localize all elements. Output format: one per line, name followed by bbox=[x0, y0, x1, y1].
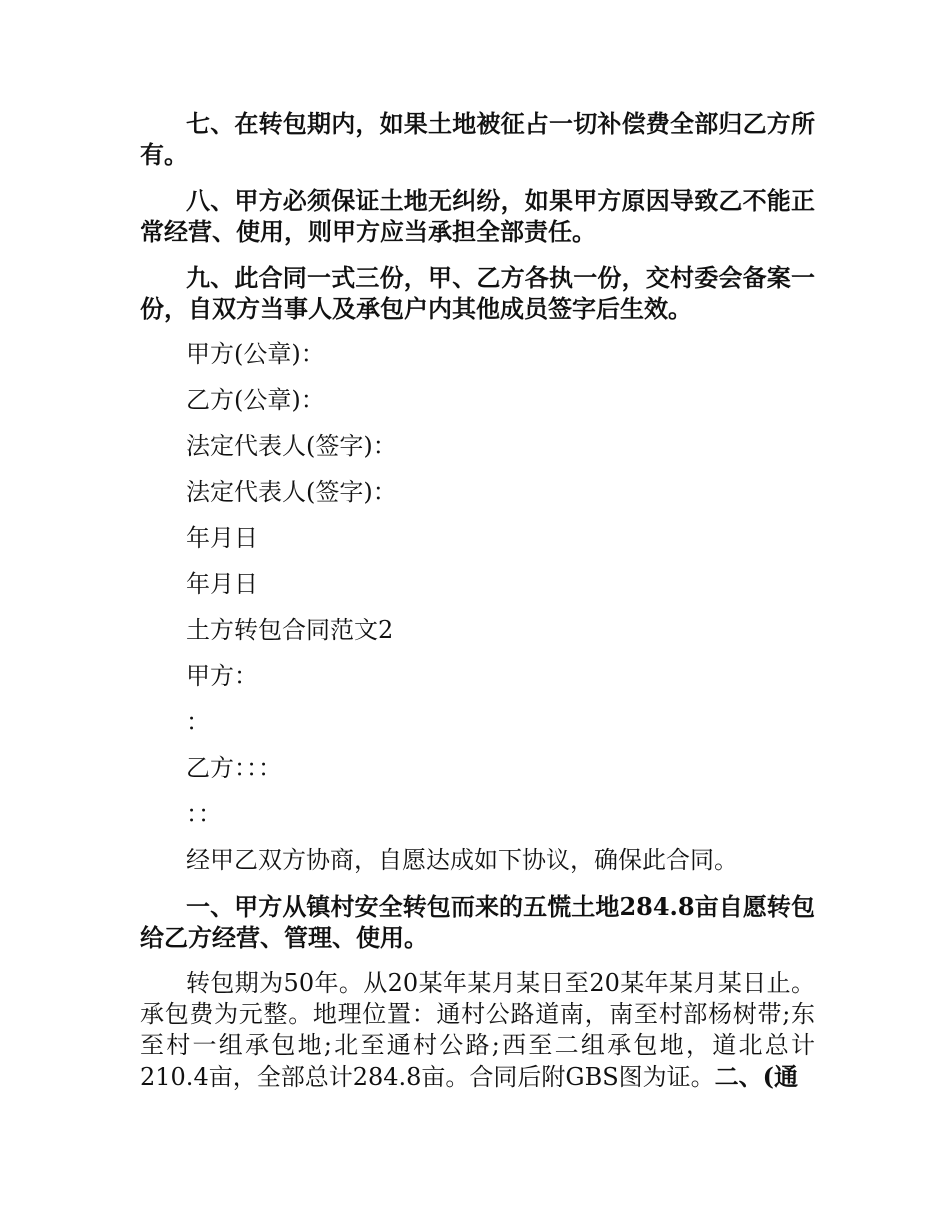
term-text: 转包期为50年。从20某年某月某日至20某年某月某日止。承包费为元整。地理位置：通村公路道南，南至村部杨树带;东至村一组承包地;北至通村公路;西至二组承包地，道北总计210.4亩，全部总计284.8亩。合同后附GBS图为证。 bbox=[140, 969, 815, 1091]
party-a-seal-line: 甲方(公章)： bbox=[186, 340, 325, 368]
legal-rep-b-line: 法定代表人(签字)： bbox=[186, 478, 397, 506]
colon-line: ： bbox=[186, 708, 210, 736]
clause-9: 九、此合同一式三份，甲、乙方各执一份，交村委会备案一份，自双方当事人及承包户内其他成员签字后生效。 bbox=[140, 263, 815, 323]
legal-rep-a-line: 法定代表人(签字)： bbox=[186, 432, 397, 460]
date-b-line: 年月日 bbox=[186, 570, 258, 598]
clause-8: 八、甲方必须保证土地无纠纷，如果甲方原因导致乙不能正常经营、使用，则甲方应当承担全部责任。 bbox=[140, 186, 815, 246]
document-page bbox=[140, 108, 815, 1108]
term-tail: 二、(通 bbox=[714, 1062, 799, 1091]
term-paragraph bbox=[140, 968, 815, 1093]
party-b-seal-line: 乙方(公章)： bbox=[186, 386, 325, 414]
sample-title: 土方转包合同范文2 bbox=[186, 616, 394, 644]
date-a-line: 年月日 bbox=[186, 524, 258, 552]
preamble-line: 经甲乙双方协商，自愿达成如下协议，确保此合同。 bbox=[186, 846, 738, 874]
clause-7: 七、在转包期内，如果土地被征占一切补偿费全部归乙方所有。 bbox=[140, 109, 815, 169]
colon-line-2: ：： bbox=[186, 800, 222, 828]
party-a-line: 甲方： bbox=[186, 662, 258, 690]
party-b-line: 乙方：：： bbox=[186, 754, 282, 782]
clause-1: 一、甲方从镇村安全转包而来的五慌土地284.8亩自愿转包给乙方经营、管理、使用。 bbox=[140, 892, 815, 952]
